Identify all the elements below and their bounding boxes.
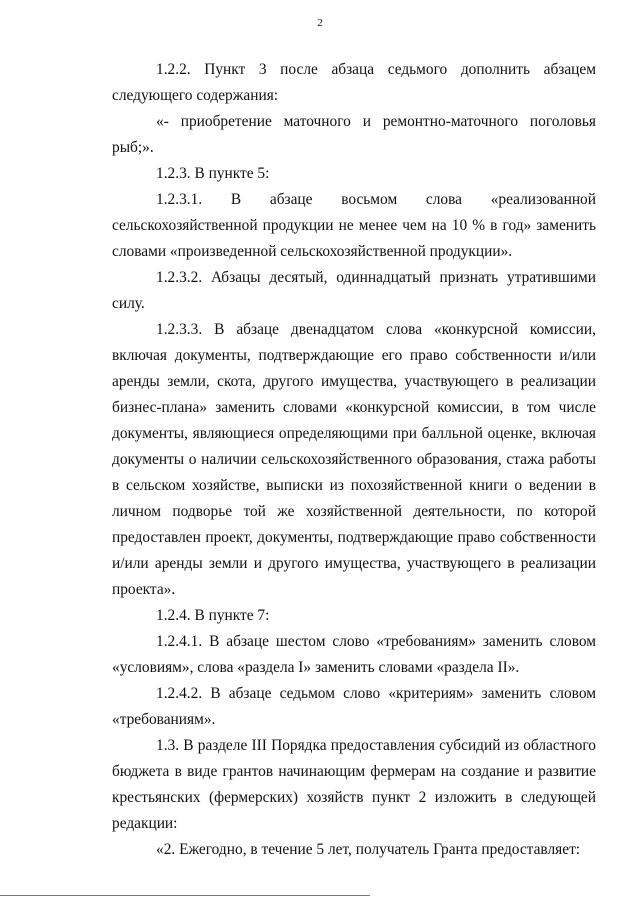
document-body [112, 57, 596, 863]
paragraph-1-2-4-2: 1.2.4.2. В абзаце седьмом слово «критериям» заменить словом «требованиям». [112, 685, 596, 728]
bottom-divider [0, 895, 370, 896]
paragraph-1-2-3-2: 1.2.3.2. Абзацы десятый, одиннадцатый признать утратившими силу. [112, 269, 596, 312]
paragraph-1-2-3-3: 1.2.3.3. В абзаце двенадцатом слова «конкурсной комиссии, включая документы, подтверждающие его право собственности и/или аренды земли, скота, другого имущества, участвующего в реализации бизнес-плана» заменить словами «конкурсной комиссии, в том числе документы, являющиеся определяющими при балльной оценке, включая документы о наличии сельскохозяйственного образования, стажа работы в сельском хозяйстве, выписки из похозяйственной книги о ведении в личном подворье той же хозяйственной деятельности, по которой предоставлен проект, документы, подтверждающие право собственности и/или аренды земли и другого имущества, участвующего в реализации проекта». [112, 321, 596, 598]
paragraph-1-2-4-1: 1.2.4.1. В абзаце шестом слово «требованиям» заменить словом «условиям», слова «раздела I» заменить словами «раздела II». [112, 633, 596, 676]
paragraph-1-3: 1.3. В разделе III Порядка предоставления субсидий из областного бюджета в виде грантов начинающим фермерам на создание и развитие крестьянских (фермерских) хозяйств пункт 2 изложить в следующей редакции: [112, 737, 596, 832]
paragraph-1-2-3-1: 1.2.3.1. В абзаце восьмом слова «реализованной сельскохозяйственной продукции не менее чем на 10 % в год» заменить словами «произведенной сельскохозяйственной продукции». [112, 191, 596, 260]
paragraph-quote-2: «2. Ежегодно, в течение 5 лет, получатель Гранта предоставляет: [156, 841, 581, 858]
paragraph-1-2-3: 1.2.3. В пункте 5: [156, 165, 270, 182]
paragraph-1-2-4: 1.2.4. В пункте 7: [156, 607, 270, 624]
page-number: 2 [317, 17, 323, 29]
paragraph-quote-fish: «- приобретение маточного и ремонтно-маточного поголовья рыб;». [112, 113, 596, 156]
paragraph-1-2-2: 1.2.2. Пункт 3 после абзаца седьмого дополнить абзацем следующего содержания: [112, 61, 596, 104]
